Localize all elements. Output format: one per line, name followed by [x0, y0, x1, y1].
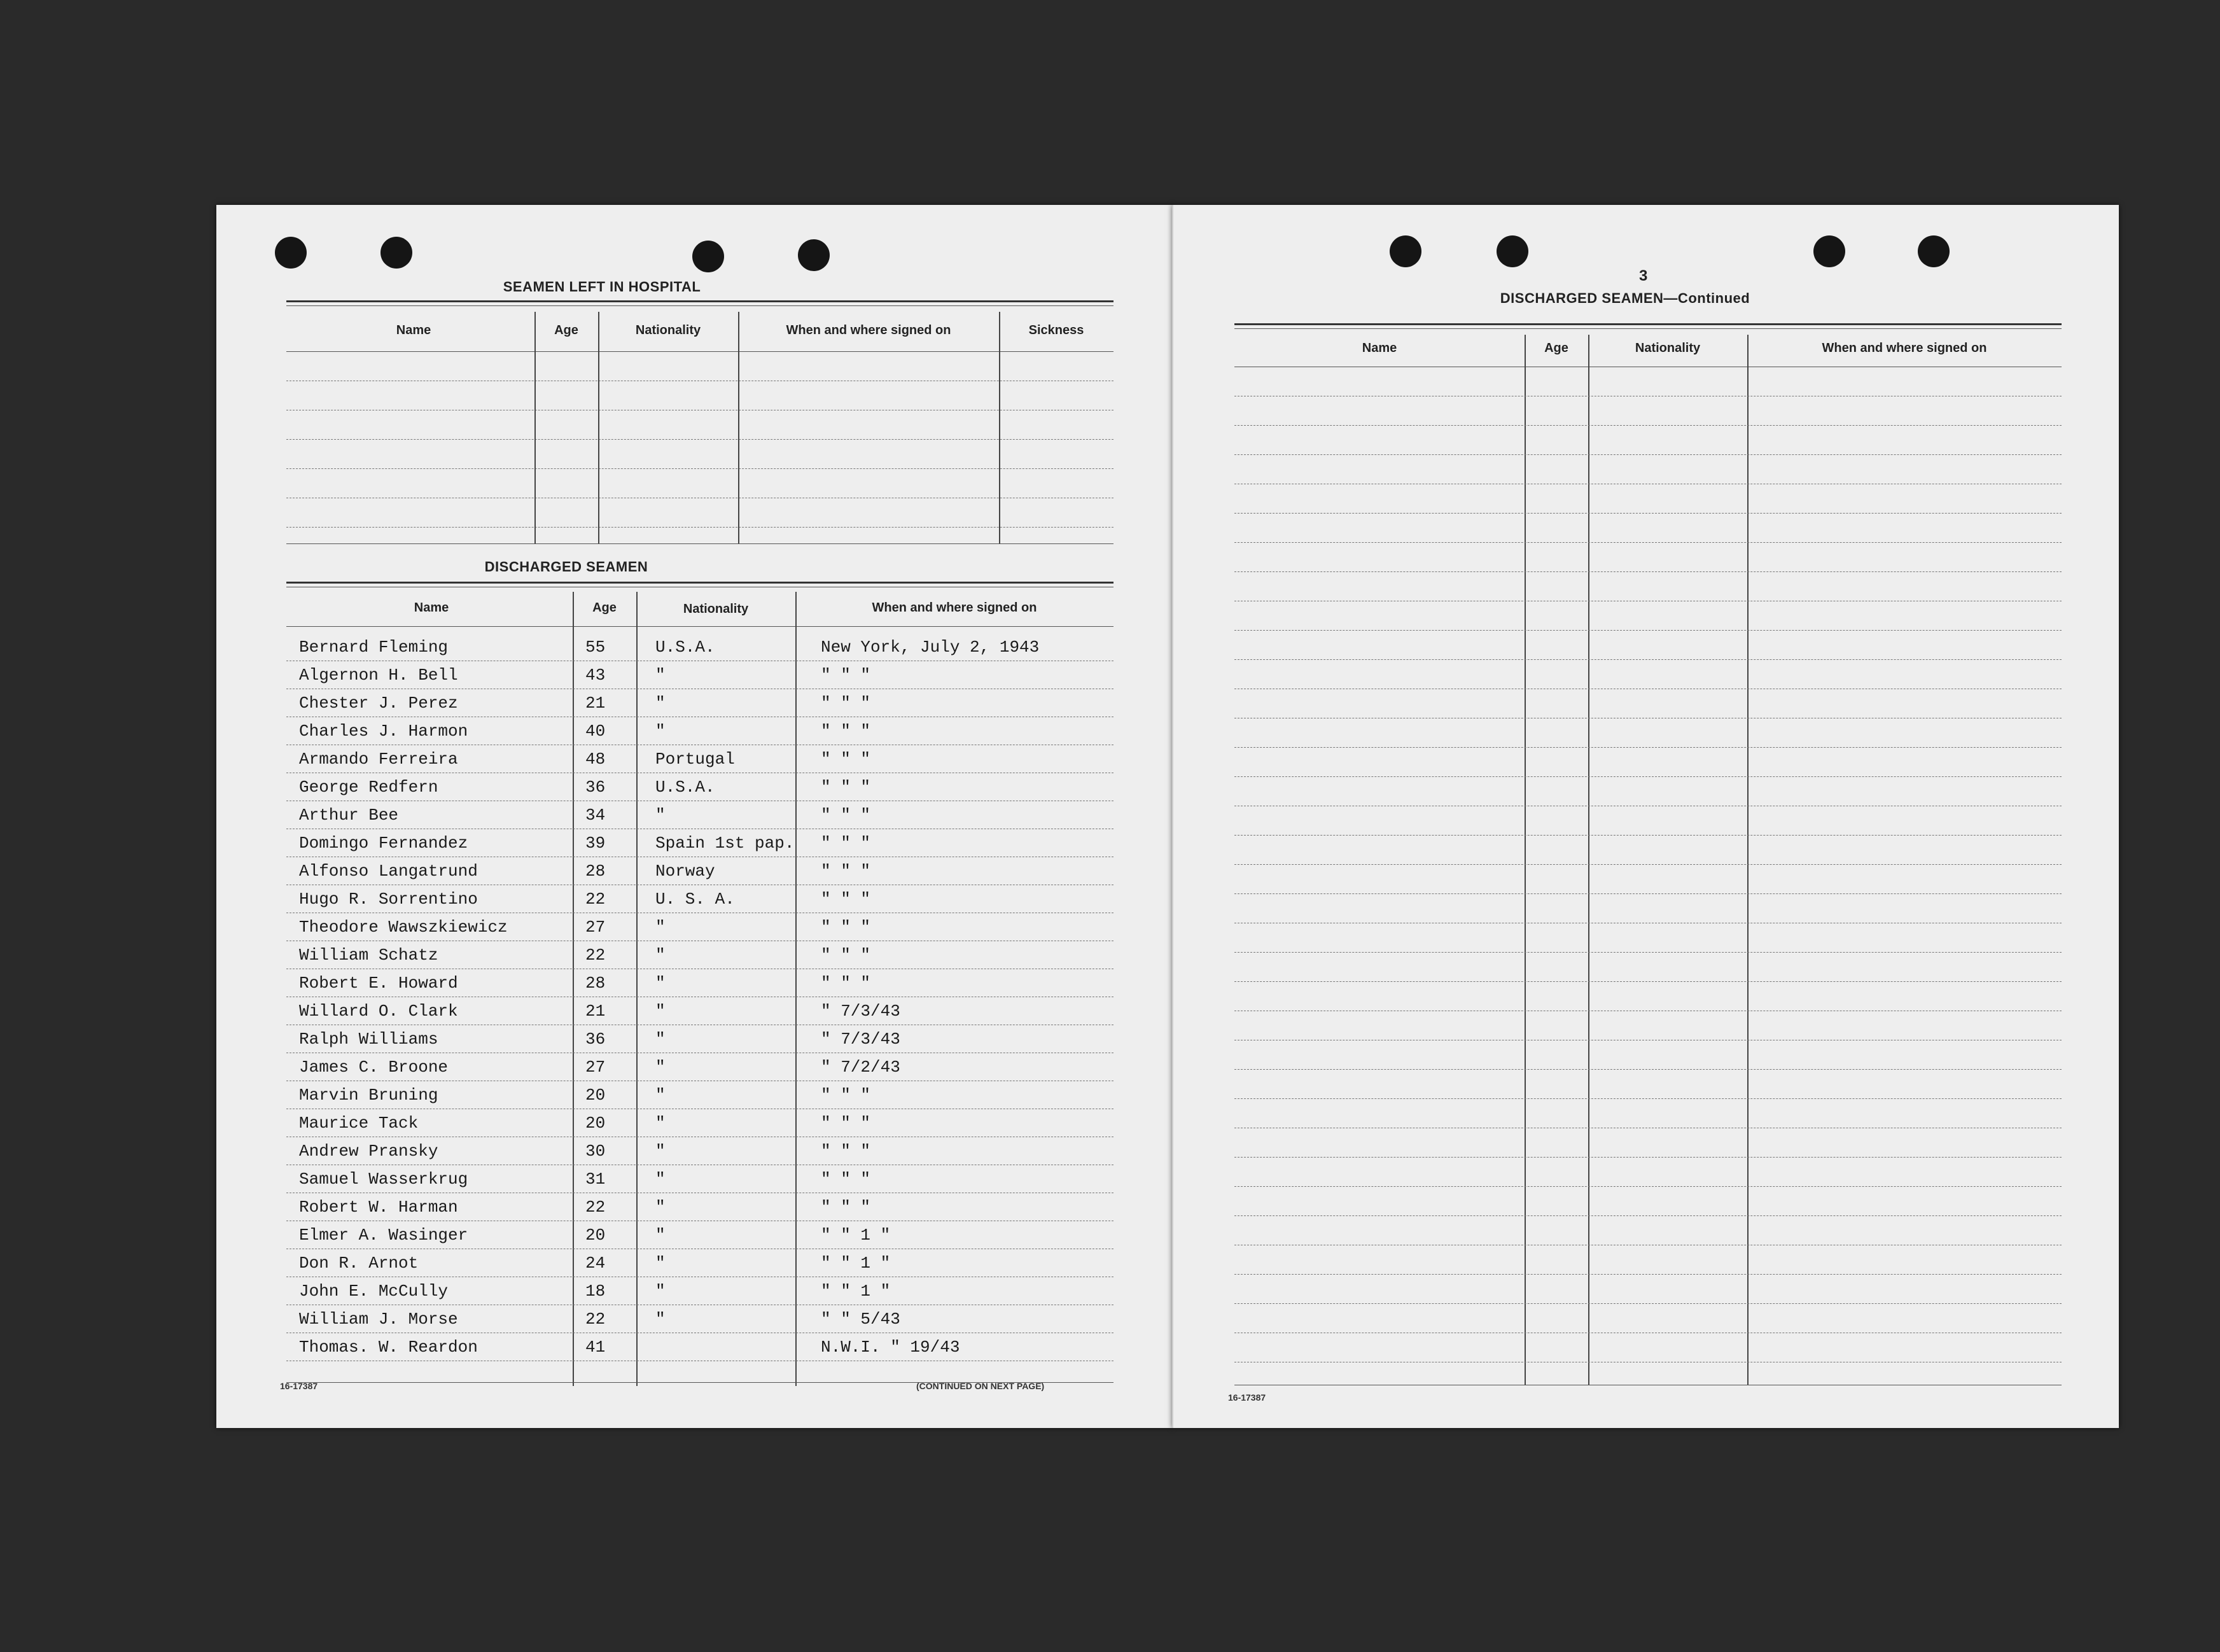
seaman-signed-on: " " ": [821, 694, 871, 713]
right-header-age: Age: [1544, 341, 1568, 355]
seaman-age: 36: [585, 778, 606, 797]
seaman-signed-on: " " ": [821, 806, 871, 825]
discharged-section-title: DISCHARGED SEAMEN: [484, 559, 648, 575]
seaman-signed-on: " 7/2/43: [821, 1058, 900, 1077]
seaman-age: 20: [585, 1086, 606, 1105]
seaman-name: Ralph Williams: [299, 1030, 438, 1049]
hospital-header-name: Name: [396, 323, 431, 337]
seaman-age: 21: [585, 694, 606, 713]
seaman-age: 31: [585, 1170, 606, 1189]
seaman-signed-on: " " ": [821, 1114, 871, 1133]
seaman-signed-on: " " ": [821, 862, 871, 881]
seaman-nationality: ": [655, 694, 666, 713]
seaman-name: Samuel Wasserkrug: [299, 1170, 468, 1189]
seaman-name: George Redfern: [299, 778, 438, 797]
seaman-signed-on: New York, July 2, 1943: [821, 638, 1040, 657]
seaman-nationality: U.S.A.: [655, 638, 715, 657]
seaman-name: Chester J. Perez: [299, 694, 458, 713]
seaman-age: 22: [585, 1310, 606, 1329]
form-number: 16-17387: [280, 1381, 318, 1391]
right-section-title: DISCHARGED SEAMEN—Continued: [1500, 290, 1750, 306]
seaman-name: Arthur Bee: [299, 806, 399, 825]
seaman-age: 20: [585, 1114, 606, 1133]
seaman-age: 24: [585, 1254, 606, 1273]
seaman-age: 28: [585, 862, 606, 881]
seaman-nationality: ": [655, 918, 666, 937]
seaman-signed-on: " 7/3/43: [821, 1002, 900, 1021]
punch-hole: [692, 241, 724, 272]
seaman-age: 36: [585, 1030, 606, 1049]
seaman-age: 22: [585, 890, 606, 909]
right-header-name: Name: [1362, 341, 1397, 355]
seaman-name: James C. Broone: [299, 1058, 449, 1077]
seaman-nationality: ": [655, 1114, 666, 1133]
seaman-nationality: ": [655, 1310, 666, 1329]
seaman-signed-on: " " ": [821, 666, 871, 685]
seaman-age: 20: [585, 1226, 606, 1245]
seaman-age: 21: [585, 1002, 606, 1021]
seaman-name: Thomas. W. Reardon: [299, 1338, 478, 1357]
seaman-name: Don R. Arnot: [299, 1254, 419, 1273]
seaman-age: 40: [585, 722, 606, 741]
seaman-nationality: ": [655, 666, 666, 685]
seaman-name: William Schatz: [299, 946, 438, 965]
seaman-name: Algernon H. Bell: [299, 666, 458, 685]
seaman-name: Domingo Fernandez: [299, 834, 468, 853]
seaman-signed-on: " " ": [821, 778, 871, 797]
seaman-nationality: Portugal: [655, 750, 735, 769]
seaman-age: 41: [585, 1338, 606, 1357]
seaman-nationality: ": [655, 1086, 666, 1105]
seaman-nationality: U.S.A.: [655, 778, 715, 797]
seaman-age: 30: [585, 1142, 606, 1161]
seaman-signed-on: " " ": [821, 722, 871, 741]
seaman-name: Hugo R. Sorrentino: [299, 890, 478, 909]
left-page: [216, 205, 1172, 1428]
seaman-name: John E. McCully: [299, 1282, 449, 1301]
seaman-nationality: ": [655, 946, 666, 965]
seaman-signed-on: " " ": [821, 750, 871, 769]
seaman-age: 28: [585, 974, 606, 993]
seaman-signed-on: N.W.I. " 19/43: [821, 1338, 960, 1357]
hospital-header-signed-on: When and where signed on: [786, 323, 951, 337]
seaman-nationality: U. S. A.: [655, 890, 735, 909]
seaman-age: 43: [585, 666, 606, 685]
punch-hole: [1497, 235, 1528, 267]
seaman-signed-on: " " ": [821, 1086, 871, 1105]
discharged-header-name: Name: [414, 601, 449, 615]
seaman-nationality: ": [655, 1198, 666, 1217]
seaman-signed-on: " " ": [821, 1170, 871, 1189]
right-page: [1172, 205, 2119, 1428]
seaman-age: 22: [585, 1198, 606, 1217]
right-header-signed-on: When and where signed on: [1822, 341, 1987, 355]
seaman-name: Alfonso Langatrund: [299, 862, 478, 881]
seaman-age: 22: [585, 946, 606, 965]
seaman-name: Maurice Tack: [299, 1114, 419, 1133]
seaman-signed-on: " " ": [821, 1198, 871, 1217]
seaman-signed-on: " " 1 ": [821, 1254, 891, 1273]
seaman-nationality: ": [655, 1058, 666, 1077]
form-number: 16-17387: [1228, 1392, 1266, 1403]
seaman-nationality: ": [655, 1282, 666, 1301]
seaman-signed-on: " " ": [821, 834, 871, 853]
seaman-signed-on: " 7/3/43: [821, 1030, 900, 1049]
seaman-nationality: ": [655, 722, 666, 741]
seaman-signed-on: " " 5/43: [821, 1310, 900, 1329]
seaman-age: 18: [585, 1282, 606, 1301]
seaman-nationality: ": [655, 1142, 666, 1161]
seaman-nationality: ": [655, 974, 666, 993]
hospital-section-title: SEAMEN LEFT IN HOSPITAL: [503, 279, 701, 295]
seaman-name: Robert E. Howard: [299, 974, 458, 993]
page-number: 3: [1639, 267, 1648, 284]
discharged-header-nationality: Nationality: [683, 602, 749, 616]
seaman-nationality: ": [655, 1226, 666, 1245]
continued-note: (CONTINUED ON NEXT PAGE): [916, 1381, 1045, 1391]
seaman-age: 39: [585, 834, 606, 853]
punch-hole: [380, 237, 412, 269]
seaman-name: Charles J. Harmon: [299, 722, 468, 741]
seaman-name: Theodore Wawszkiewicz: [299, 918, 508, 937]
seaman-name: Marvin Bruning: [299, 1086, 438, 1105]
hospital-header-sickness: Sickness: [1028, 323, 1084, 337]
seaman-signed-on: " " ": [821, 1142, 871, 1161]
seaman-nationality: ": [655, 1170, 666, 1189]
punch-hole: [798, 239, 830, 271]
seaman-name: Robert W. Harman: [299, 1198, 458, 1217]
seaman-signed-on: " " 1 ": [821, 1226, 891, 1245]
seaman-name: Armando Ferreira: [299, 750, 458, 769]
discharged-header-signed-on: When and where signed on: [872, 601, 1037, 615]
seaman-age: 27: [585, 1058, 606, 1077]
seaman-name: Bernard Fleming: [299, 638, 449, 657]
seaman-name: Elmer A. Wasinger: [299, 1226, 468, 1245]
right-header-nationality: Nationality: [1635, 341, 1701, 355]
seaman-age: 55: [585, 638, 606, 657]
seaman-nationality: ": [655, 1002, 666, 1021]
seaman-name: Willard O. Clark: [299, 1002, 458, 1021]
discharged-header-age: Age: [592, 601, 617, 615]
seaman-nationality: Norway: [655, 862, 715, 881]
punch-hole: [1390, 235, 1421, 267]
seaman-nationality: ": [655, 1254, 666, 1273]
punch-hole: [1813, 235, 1845, 267]
seaman-nationality: Spain 1st pap.: [655, 834, 795, 853]
seaman-name: William J. Morse: [299, 1310, 458, 1329]
seaman-signed-on: " " ": [821, 890, 871, 909]
seaman-signed-on: " " ": [821, 974, 871, 993]
punch-hole: [275, 237, 307, 269]
seaman-signed-on: " " ": [821, 918, 871, 937]
hospital-header-nationality: Nationality: [635, 323, 701, 337]
seaman-age: 34: [585, 806, 606, 825]
seaman-nationality: ": [655, 806, 666, 825]
seaman-age: 27: [585, 918, 606, 937]
seaman-nationality: ": [655, 1030, 666, 1049]
seaman-signed-on: " " 1 ": [821, 1282, 891, 1301]
seaman-signed-on: " " ": [821, 946, 871, 965]
seaman-age: 48: [585, 750, 606, 769]
hospital-header-age: Age: [554, 323, 578, 337]
seaman-name: Andrew Pransky: [299, 1142, 438, 1161]
punch-hole: [1918, 235, 1950, 267]
